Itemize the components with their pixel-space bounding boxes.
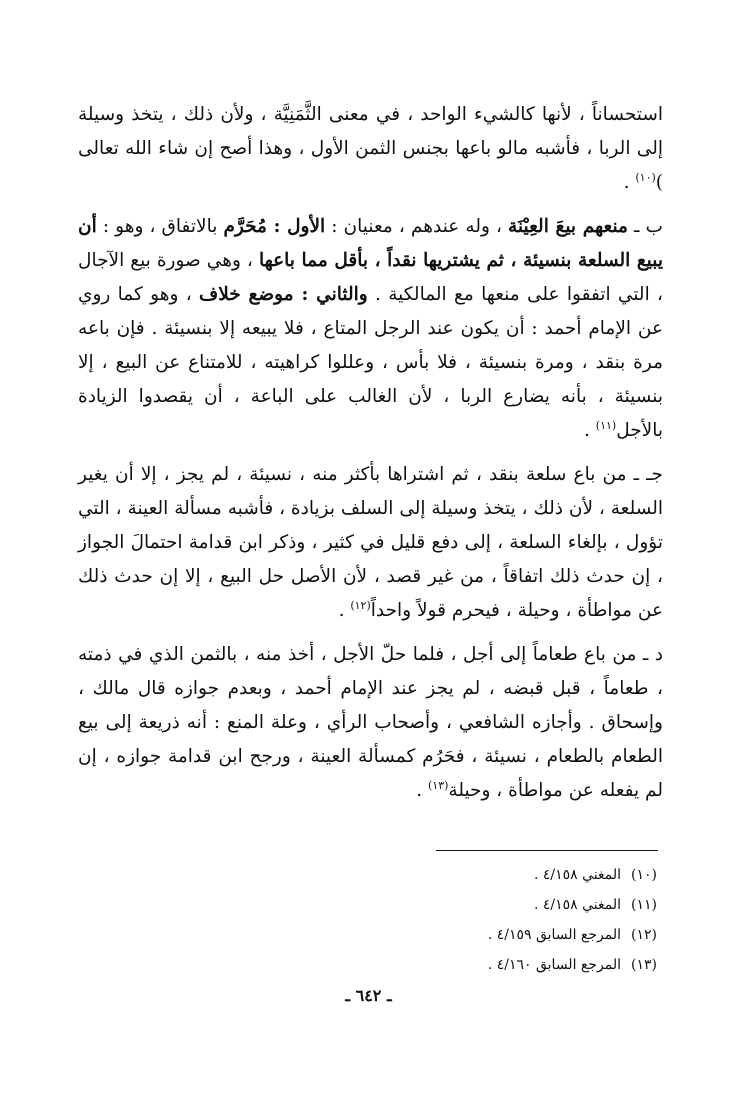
- footnote-item: [297, 860, 657, 890]
- footnote-number: (١٣): [631, 957, 657, 973]
- footnote-number: (١١): [631, 897, 657, 913]
- footnote-text: المغني ٤/١٥٨ .: [533, 867, 621, 883]
- paragraph-2-bold-1: منعهم بيعَ العِيْنَة: [508, 216, 628, 237]
- paragraph-2-text-3: بالاتفاق ، وهو :: [96, 216, 224, 237]
- footnote-ref-13: (١٣): [428, 778, 449, 792]
- paragraph-4-text: د ـ من باع طعاماً إلى أجل ، فلما حلّ الأجل ، أخذ منه ، بالثمن الذي في ذمته ، طعاماً ، قبل قبضه ، لم يجز عند الإمام أحمد ، وبعدم جوازه قال مالك ، وإسحاق . وأجازه الشافعي ، وأصحاب الرأي ، وعلة المنع : أنه ذريعة إلى بيع الطعام بالطعام ، نسيئة ، فحَرُم كمسألة العينة ، ورجح ابن قدامة جوازه ، إن لم يفعله عن مواطأة ، وحيلة: [78, 644, 663, 801]
- footnote-ref-11: (١١): [595, 418, 617, 432]
- paragraph-3: [78, 458, 663, 628]
- page-number: ـ ٦٤٢ ـ: [345, 986, 392, 1005]
- footnote-item: [297, 920, 657, 950]
- paragraph-2-prefix: ب ـ: [627, 216, 663, 237]
- footnote-number: (١٢): [631, 927, 657, 943]
- paragraph-3-end: .: [338, 600, 351, 621]
- paragraph-4-end: .: [416, 780, 428, 801]
- paragraph-2-bold-2: الأول : مُحَرَّم: [223, 216, 326, 237]
- footnote-ref-12: (١٢): [350, 598, 371, 612]
- paragraph-2-end: .: [584, 420, 596, 441]
- body-text: [78, 98, 663, 808]
- paragraph-2-bold-4: والثاني : موضع خلاف: [199, 284, 368, 305]
- paragraph-2-text-4: ، وهي صورة بيع الآجال ، التي اتفقوا على منعها مع المالكية .: [78, 250, 664, 305]
- footnote-text: المغني ٤/١٥٨ .: [533, 897, 621, 913]
- paragraph-2: [78, 210, 663, 448]
- paragraph-1-end: .: [623, 172, 636, 193]
- paragraph-2-text-5: ، وهو كما روي عن الإمام أحمد : أن يكون عند الرجل المتاع ، فلا يبيعه إلا بنسيئة . فإن باعه مرة بنقد ، ومرة بنسيئة ، فلا بأس ، وعللوا كراهيته ، للامتناع عن البيع ، إلا بنسيئة ، بأنه يضارع الربا ، لأن الغالب على الباعة ، أن يقصدوا الزيادة بالأجل: [78, 284, 663, 441]
- paragraph-2-bold-3: أن يبيع السلعة بنسيئة ، ثم يشتريها نقداً ، بأقل مما باعها: [78, 216, 663, 271]
- footnote-item: [297, 950, 657, 980]
- footnote-number: (١٠): [631, 867, 657, 883]
- footnote-ref-10: (١٠): [635, 170, 656, 184]
- paragraph-2-text-2: ، وله عندهم ، معنيان :: [325, 216, 509, 237]
- footnote-text: المرجع السابق ٤/١٦٠ .: [487, 957, 621, 973]
- footnotes: [297, 860, 657, 980]
- paragraph-4: [78, 638, 663, 808]
- paragraph-1: [78, 98, 663, 200]
- footnote-divider: [436, 850, 658, 851]
- paragraph-1-text: استحساناً ، لأنها كالشيء الواحد ، في معنى الثَّمَنِيَّة ، ولأن ذلك ، يتخذ وسيلة إلى الربا ، فأشبه مالو باعها بجنس الثمن الأول ، وهذا أصح إن شاء الله تعالى ): [78, 104, 663, 193]
- footnote-text: المرجع السابق ٤/١٥٩ .: [487, 927, 621, 943]
- paragraph-3-text: جـ ـ من باع سلعة بنقد ، ثم اشتراها بأكثر منه ، نسيئة ، لم يجز ، إلا أن يغير السلعة ، لأن ذلك ، يتخذ وسيلة إلى السلف بزيادة ، فأشبه مسألة العينة ، التي تؤول ، بإلغاء السلعة ، إلى دفع قليل في كثير ، وذكر ابن قدامة احتمالَ الجواز ، إن حدث ذلك اتفاقاً ، من غير قصد ، لأن الأصل حل البيع ، إلا إن حدث ذلك عن مواطأة ، وحيلة ، فيحرم قولاً واحداً: [78, 464, 663, 621]
- footnote-item: [297, 890, 657, 920]
